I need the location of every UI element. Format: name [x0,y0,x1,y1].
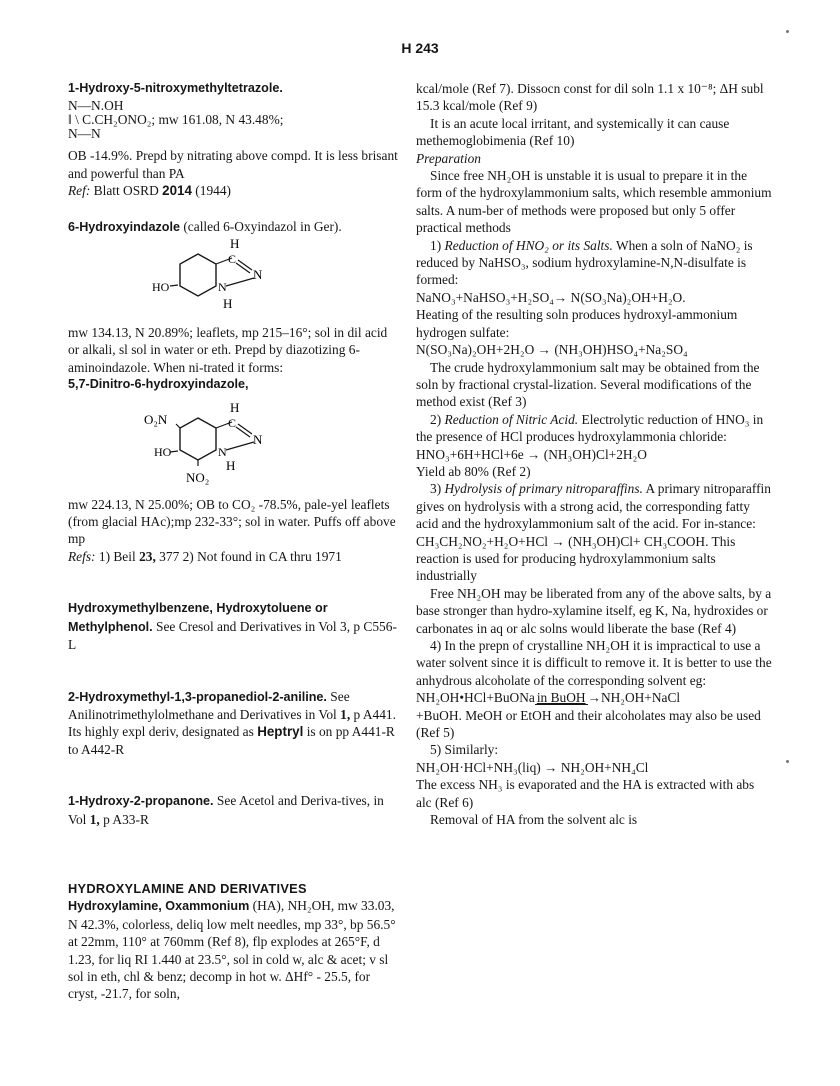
preparation-heading-text: Preparation [416,150,481,166]
tetrazole-reference [68,182,400,199]
struct-h-top-2: H [230,399,240,415]
equation-3: HNO₃+6H+HCl+6e → (NH₃OH)Cl+2H₂O [416,446,647,462]
bond-n-n-2 [226,442,254,450]
toxicity-paragraph: It is an acute local irritant, and systemically it can cause methemoglobimenia (Ref 10) [416,115,730,149]
free-base-paragraph: Free NH₂OH may be liberated from any of the above salts, by a base stronger than hydro-xylamine itself, eg K, Na, hydroxides or carbonates in aq or alc solns would liberate the base (Ref 4) [416,585,772,636]
propanone-text-a: See Acetol and Deriva-tives, in Vol [68,793,384,827]
propanediol-text-b: p A441. Its highly expl deriv, designated as [68,706,396,740]
section-title-hydroxylamine: HYDROXYLAMINE AND DERIVATIVES [68,880,307,896]
equation-4-continued: +BuOH. MeOH or EtOH and their alcoholates may also be used (Ref 5) [416,707,761,741]
bond-c-n-3 [238,424,252,434]
method-4-text: In the prepn of crystalline NH₂OH it is impractical to use a water solvent since it is difficult to remove it. It is better to use the anhydrous alcoholate of the corresponding solvent eg: [416,638,772,688]
propanone-text-b: p A33-R [103,811,149,827]
tetrazole-description: OB -14.9%. Prepd by nitrating above compd. It is less brisant and powerful than PA [68,148,398,181]
entry-title-hydroxy-propanone: 1-Hydroxy-2-propanone. [68,794,214,809]
struct-c: C [228,252,237,267]
equation-1: NaNO₃+NaHSO₃+H₂SO₄→ N(SO₃Na)₂OH+H₂O. [416,289,686,305]
hydroxymethylbenzene-text: See Cresol and Derivatives in Vol 3, p C556-L [68,618,397,653]
tetrazole-formula-line1: N—N.OH [68,98,124,114]
struct-c-2: C [228,415,237,430]
method-2 [416,411,772,446]
dinitro-hydroxyindazole-refs [68,548,400,565]
propanediol-vol: 1, [340,706,351,722]
struct-no2: NO₂ [186,469,210,485]
method-1-number: 1) [430,237,442,253]
method-4-number: 4) [430,638,442,653]
method-2-number: 2) [430,411,442,427]
propanediol-text-c: is on pp A441-R to A442-R [68,724,395,757]
entry-title-hydroxylamine: Hydroxylamine, Oxammonium [68,899,250,914]
tetrazole-formula-line2: ‖ \ C.CH₂ONO₂; mw 161.08, N 43.48%; [68,112,284,128]
method-2-title: Reduction of Nitric Acid. [444,411,579,427]
removal-paragraph: Removal of HA from the solvent alc is [430,812,638,828]
benzene-ring [180,254,216,296]
method-3 [416,480,772,584]
equation-4-right: NH₂OH+NaCl [600,690,681,706]
tetrazole-formula [68,99,400,141]
equation-5: NH₂OH·HCl+NH₃(liq) → NH₂OH+NH₄Cl [416,759,649,775]
struct-h-bottom: H [223,296,233,312]
benzene-ring-2 [180,418,216,460]
bond-c-n-1 [238,260,252,270]
equation-2: N(SO₃Na)₂OH+2H₂O → (NH₃OH)HSO₄+Na₂SO₄ [416,342,688,358]
struct-n-mid: N [218,280,227,295]
bond-c-n-2 [236,263,250,273]
bond-o2n [176,424,180,428]
method-3-number: 3) [430,481,442,497]
hydroxyindazole-title-suffix: (called 6-Oxyindazol in Ger). [183,218,342,234]
page-number: H 243 [401,40,439,56]
equation-4-arrowhead: → [587,690,601,706]
method-5 [416,741,772,758]
refs-text-b: 377 2) Not found in CA thru 1971 [159,548,342,564]
entry-title-hydroxy-nitroxymethyltetrazole: 1-Hydroxy-5-nitroxymethyltetrazole. [68,81,283,95]
right-column [416,80,772,828]
method-5-number: 5) [430,742,442,758]
dinitro-hydroxyindazole-description: mw 224.13, N 25.00%; OB to CO₂ -78.5%, pale-yel leaflets (from glacial HAc);mp 232-33°; sol in water. Puffs off above mp [68,496,396,547]
entry-title-hydroxyindazole: 6-Hydroxyindazole [68,219,180,234]
refs-bold: 23, [139,548,156,564]
method-4 [416,637,772,689]
bond-n-n [226,278,254,286]
ref-label: Ref: [68,183,91,199]
bond-c-n-4 [236,427,250,437]
equation-4-arrow [535,692,588,705]
bond-ho [170,285,178,286]
method-1 [416,237,772,289]
struct-n-right: N [253,267,263,283]
hydroxyindazole-structure [68,238,400,320]
scan-speck [786,760,789,763]
method-3-text: A primary nitroparaffin gives on hydrolysis with a strong acid, the corresponding fatty acid and the hydroxylammonium salt of the acid. For in-stance: CH₃CH₂NO₂+H₂O+HCl → (NH₃OH)Cl+ CH₃COOH. This reaction is used for producing hydroxylammonium salts industrially [416,481,771,584]
tetrazole-formula-line3: N—N [68,126,101,142]
ref-number: 2014 [162,183,192,199]
propanediol-text-a: See Anilinotrimethylolmethane and Derivatives in Vol [68,688,350,722]
entry-hydroxymethylbenzene [68,599,400,653]
method-5-text: The excess NH₃ is evaporated and the HA is extracted with abs alc (Ref 6) [416,777,755,810]
ref-text: Blatt OSRD [93,183,159,199]
left-column [68,80,400,1003]
heptryl-term: Heptryl [257,724,304,740]
method-1-title: Reduction of HNO₂ or its Salts. [444,237,613,253]
method-1-text: When a soln of NaNO₂ is reduced by NaHSO₃, sodium hydroxylamine-N,N-disulfate is formed: [416,237,753,288]
method-1-text-2: Heating of the resulting soln produces hydroxyl-ammonium hydrogen sulfate: [416,307,738,340]
entry-hydroxylamine [68,897,400,1002]
entry-hydroxyindazole-heading [68,218,400,236]
struct-n-mid-2: N [218,444,227,459]
method-2-text: Electrolytic reduction of HNO₃ in the presence of HCl produces hydroxylammonia chloride: [416,411,764,445]
equation-4-over: in BuOH [536,690,586,706]
struct-ho-2: HO [154,444,172,459]
struct-n-right-2: N [253,431,263,447]
struct-h-top: H [230,238,240,252]
hydroxyindazole-description: mw 134.13, N 20.89%; leaflets, mp 215–16°; sol in dil acid or alkali, sl sol in water or eth. Prepd by diazotizing 6-aminoindazole. When ni-trated it forms: [68,325,388,375]
method-2-yield: Yield ab 80% (Ref 2) [416,463,531,479]
method-3-title: Hydrolysis of primary nitroparaffins. [444,481,643,497]
refs-text-a: 1) Beil [98,548,136,564]
entry-title-propanediol-aniline: 2-Hydroxymethyl-1,3-propanediol-2-aniline. [68,689,327,704]
struct-ho: HO [152,280,170,295]
hydroxylamine-text: (HA), NH₂OH, mw 33.03, N 42.3%, colorless, deliq low melt needles, mp 33°, bp 56.5° at 22mm, 110° at 760mm (Ref 8), flp explodes at 265°F, d 1.23, for liq RI 1.440 at 23.5°, sol in cold w, alc & acet; v sl sol in eth, chl & benz; decomp in hot w. ΔHf° - 25.5, for cryst, -21.7, for soln, [68,898,396,1002]
ref-year: (1944) [195,183,231,199]
entry-hydroxymethyl-propanediol-aniline [68,688,400,759]
equation-4 [416,689,772,706]
entry-title-dinitro-hydroxyindazole: 5,7-Dinitro-6-hydroxyindazole, [68,377,249,392]
method-5-title: Similarly: [444,742,499,758]
scan-speck [786,30,789,33]
entry-title-hydroxymethylbenzene: Hydroxymethylbenzene, Hydroxytoluene or Methylphenol. [68,601,328,634]
dinitro-hydroxyindazole-structure [68,396,400,492]
hydroxylamine-continued: kcal/mole (Ref 7). Dissocn const for dil soln 1.1 x 10⁻⁸; ΔH subl 15.3 kcal/mole (Ref 9) [416,81,764,114]
method-1-text-3: The crude hydroxylammonium salt may be obtained from the soln by fractional crystal-lization. Several modifications of the method exist (Ref 3) [416,359,760,410]
preparation-intro: Since free NH₂OH is unstable it is usual to prepare it in the form of the hydroxylammonium salts, which resemble ammonium salts. A num-ber of methods were proposed but only 5 offer practical methods [416,168,772,236]
entry-hydroxy-propanone [68,792,400,828]
equation-4-left: NH₂OH•HCl+BuONa [416,690,535,706]
struct-h-bottom-2: H [226,457,236,473]
preparation-heading [416,150,772,167]
propanone-vol: 1, [89,811,100,827]
struct-o2n: O₂N [144,411,168,427]
refs-label: Refs: [68,548,96,564]
